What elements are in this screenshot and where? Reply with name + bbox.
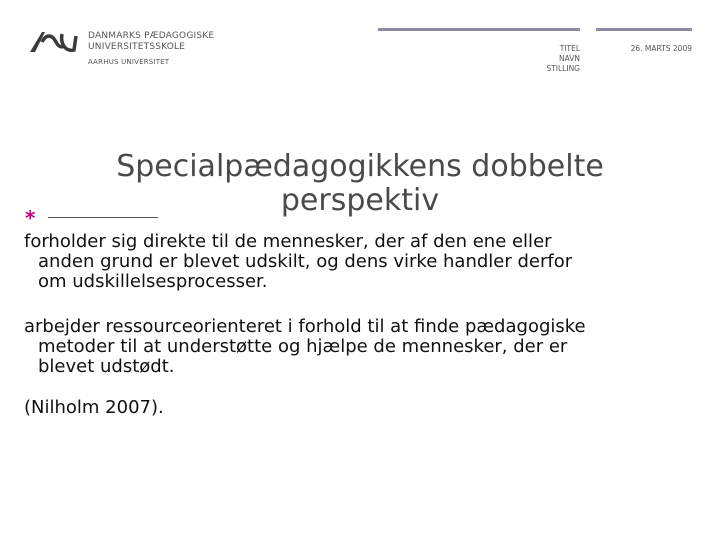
paragraph-2 [24, 317, 714, 377]
citation [24, 398, 714, 418]
section-rule [48, 217, 158, 218]
paragraph-1 [24, 232, 714, 292]
paragraph-line: anden grund er blevet udskilt, og dens virke handler derfor [38, 251, 573, 272]
meta-position: STILLING [546, 64, 580, 73]
header-bar-left [378, 28, 580, 31]
title-line-1: Specialpædagogikkens dobbelte [116, 149, 604, 185]
institution-name [88, 31, 214, 68]
title-line-2: perspektiv [280, 183, 440, 219]
aarhus-university-logo-icon [28, 28, 78, 54]
institution-line-2: UNIVERSITETSSKOLE [88, 42, 186, 52]
meta-title: TITEL [559, 44, 580, 53]
presenter-meta [500, 44, 580, 74]
header-bar-right [596, 28, 692, 31]
paragraph-line: forholder sig direkte til de mennesker, der af den ene eller [24, 231, 552, 252]
slide-date: 26. MARTS 2009 [630, 44, 692, 53]
bullet-asterisk-icon: * [25, 206, 36, 230]
citation-line: (Nilholm 2007). [24, 397, 164, 418]
institution-line-1: DANMARKS PÆDAGOGISKE [88, 31, 215, 41]
meta-name: NAVN [558, 54, 580, 63]
university-name: AARHUS UNIVERSITET [88, 58, 170, 66]
paragraph-line: om udskillelsesprocesser. [38, 271, 268, 292]
paragraph-line: blevet udstødt. [38, 356, 175, 377]
slide-title [40, 150, 680, 218]
paragraph-line: arbejder ressourceorienteret i forhold til at finde pædagogiske [24, 316, 586, 337]
paragraph-line: metoder til at understøtte og hjælpe de mennesker, der er [38, 336, 568, 357]
